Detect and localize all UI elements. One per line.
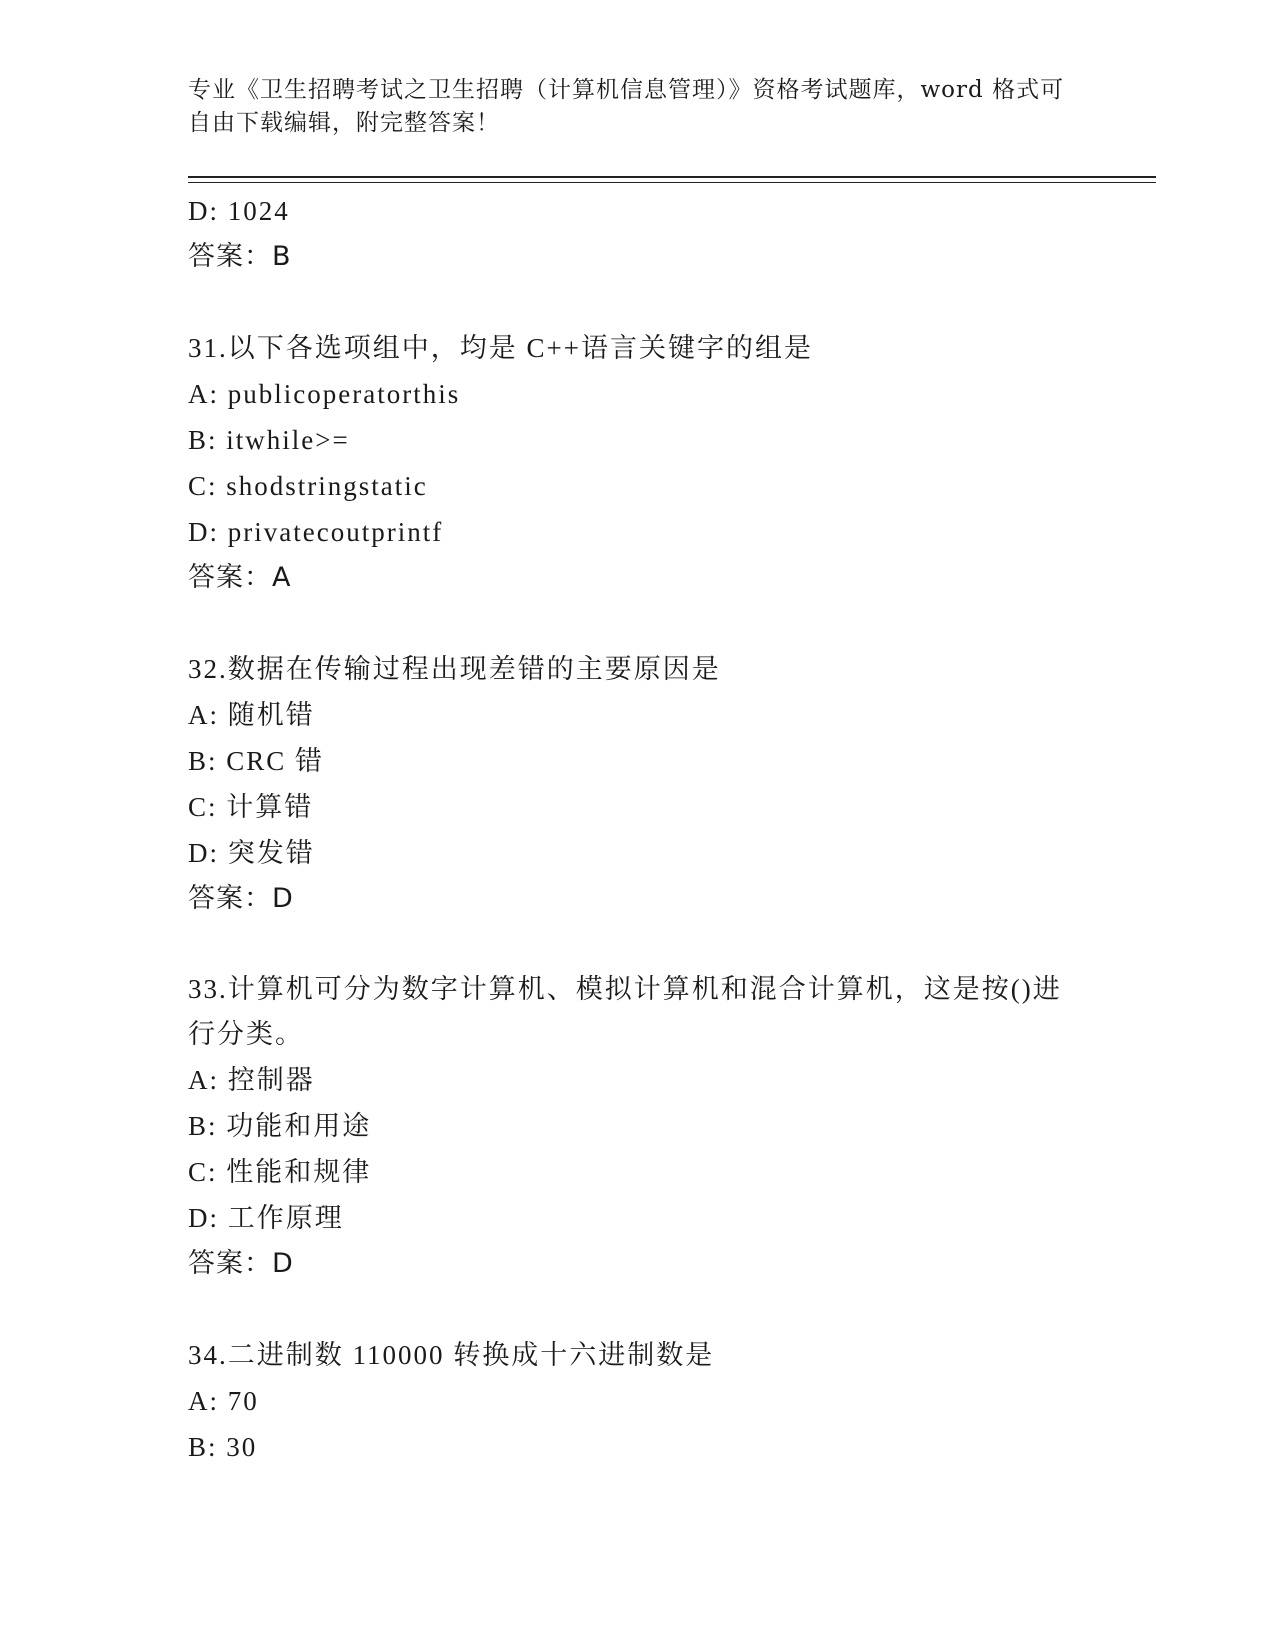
question-stem [188,1332,1088,1378]
answer-prefix: 答案： [188,1248,272,1279]
option-b [188,738,1088,784]
header-divider-thick [188,176,1156,178]
question-number: 34. [188,1340,228,1370]
question-text: 以下各选项组中，均是 C++语言关键字的组是 [227,333,813,363]
option-d [188,509,1088,555]
option-text: 突发错 [227,838,315,868]
answer-value: D [272,1248,294,1279]
spacer [188,601,1088,646]
option-label: B: [188,425,227,455]
question-number: 32. [188,654,228,684]
option-label: B: [188,1432,227,1462]
option-label: C: [188,1157,227,1187]
option-label: D: [188,517,228,547]
answer-prefix: 答案： [188,241,272,272]
question-number: 31. [188,333,228,363]
option-b [188,1424,1088,1470]
option-label: D: [188,838,228,868]
option-label: D: [188,196,228,226]
option-text: 30 [226,1432,258,1462]
option-c [188,784,1088,830]
option-label: A: [188,379,228,409]
option-text: 70 [227,1386,259,1416]
question-text: 计算机可分为数字计算机、模拟计算机和混合计算机，这是按()进行分类。 [188,974,1062,1049]
option-a [188,371,1088,417]
question-stem [188,325,1088,371]
header-divider-thin [188,182,1156,183]
option-b [188,1103,1088,1149]
answer-value: B [272,241,292,272]
spacer [188,1287,1088,1332]
answer-value: A [272,562,292,593]
option-text: itwhile>= [226,425,350,455]
option-a [188,1378,1088,1424]
option-a [188,1057,1088,1103]
option-label: D: [188,1203,228,1233]
answer-prefix: 答案： [188,562,272,593]
option-text: 计算错 [226,792,314,822]
question-text: 数据在传输过程出现差错的主要原因是 [227,654,721,684]
question-number: 33. [188,974,228,1004]
option-text: CRC 错 [226,746,325,776]
option-d [188,830,1088,876]
option-label: A: [188,1386,228,1416]
answer-line [188,555,1088,601]
option-label: B: [188,746,227,776]
option-text: 1024 [227,196,290,226]
option-c [188,463,1088,509]
document-header [188,74,1088,140]
question-text: 二进制数 110000 转换成十六进制数是 [227,1340,715,1370]
answer-value: D [272,883,294,914]
option-text: 工作原理 [227,1203,344,1233]
answer-prefix: 答案： [188,883,272,914]
option-label: A: [188,1065,228,1095]
question-list [188,188,1088,1470]
option-label: C: [188,471,227,501]
answer-line [188,876,1088,922]
option-label: C: [188,792,227,822]
option-text: 性能和规律 [226,1157,372,1187]
question-stem [188,646,1088,692]
option-d [188,1195,1088,1241]
option-d [188,188,1088,234]
question-stem [188,967,1078,1057]
option-text: privatecoutprintf [227,517,444,547]
option-a [188,692,1088,738]
option-text: 控制器 [227,1065,315,1095]
option-text: 随机错 [227,700,315,730]
spacer [188,922,1088,967]
option-c [188,1149,1088,1195]
option-text: publicoperatorthis [227,379,461,409]
option-text: shodstringstatic [226,471,428,501]
answer-line [188,1241,1088,1287]
option-b [188,417,1088,463]
header-text: 专业《卫生招聘考试之卫生招聘（计算机信息管理）》资格考试题库，word 格式可自由下载编辑，附完整答案！ [188,77,1065,136]
option-text: 功能和用途 [226,1111,372,1141]
spacer [188,280,1088,325]
option-label: B: [188,1111,227,1141]
option-label: A: [188,700,228,730]
answer-line [188,234,1088,280]
